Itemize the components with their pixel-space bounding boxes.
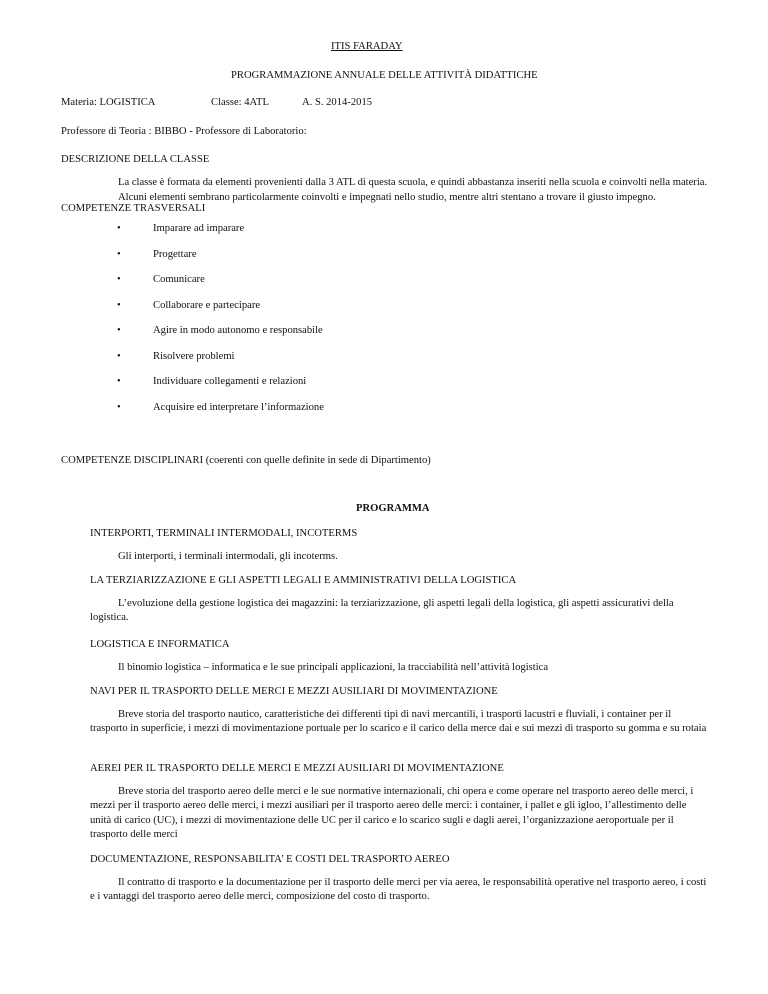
list-item-label: Risolvere problemi [153,350,235,362]
section-title: LOGISTICA E INFORMATICA [90,639,230,650]
bullet-icon: • [117,248,121,260]
list-item [117,324,324,350]
descrizione-text: La classe è formata da elementi provenienti dalla 3 ATL di questa scuola, e quindi abbastanza inseriti nella scuola e coinvolti nella materia. Alcuni elementi sembrano particolarmente coinvolti e impegnati nello studio, mentre altri stentano a trovare il giusto impegno. [118,177,708,203]
list-item-label: Agire in modo autonomo e responsabile [153,325,323,336]
bullet-icon: • [117,223,121,234]
list-item [117,375,324,401]
programma-section [90,574,710,626]
list-item [117,273,324,299]
list-item-label: Individuare collegamenti e relazioni [153,376,307,387]
section-body: Breve storia del trasporto nautico, caratteristiche dei differenti tipi di navi mercantili, i trasporti lacustri e fluviali, i container per il trasporto in superficie, i mezzi di movimentazione portuale per lo scarico e il carico della merce dai e sui mezzi di trasporto su gomma e su rotaia [90,708,707,735]
list-item-label: Collaborare e partecipare [153,299,261,311]
section-body: Breve storia del trasporto aereo delle merci e le sue normative internazionali, chi opera e come operare nel trasporto aereo delle merci, i mezzi per il trasporto aereo delle merci, i mezzi ausiliari per il trasporto aereo delle merci: i container, i pallet e gli igloo, l’allestimento delle unità di carico (UC), i mezzi di movimentazione delle UC per il carico e lo scarico sugli e dagli aerei, l’organizzazione aeroportuale per il trasporto delle merci [90,785,694,841]
programma-section [90,853,710,905]
materia-label: Materia: LOGISTICA [61,97,156,108]
list-item [117,299,324,325]
bullet-icon: • [117,350,121,362]
programma-section [90,762,710,843]
list-item-label: Acquisire ed interpretare l’informazione [153,401,324,413]
bullet-icon: • [117,325,121,336]
bullet-icon: • [117,274,121,285]
section-body: Il binomio logistica – informatica e le sue principali applicazioni, la tracciabilità nell’attività logistica [118,661,549,673]
document-title: PROGRAMMAZIONE ANNUALE DELLE ATTIVITÀ DIDATTICHE [231,70,538,81]
programma-heading: PROGRAMMA [356,503,430,514]
programma-section [90,638,710,675]
competenze-trasversali-list [117,222,324,426]
programma-section [90,685,710,737]
list-item-label: Comunicare [153,274,205,285]
section-body: L’evoluzione della gestione logistica dei magazzini: la terziarizzazione, gli aspetti legali della logistica, gli aspetti assicurativi della logistica. [90,597,674,624]
list-item [117,222,324,248]
section-title: DOCUMENTAZIONE, RESPONSABILITA’ E COSTI DEL TRASPORTO AEREO [90,854,450,865]
bullet-icon: • [117,299,121,311]
list-item [117,401,324,427]
section-title: NAVI PER IL TRASPORTO DELLE MERCI E MEZZI AUSILIARI DI MOVIMENTAZIONE [90,686,498,697]
list-item [117,350,324,376]
anno-scolastico-label: A. S. 2014-2015 [302,97,373,108]
bullet-icon: • [117,376,121,387]
classe-label: Classe: 4ATL [211,97,269,108]
section-body: Gli interporti, i terminali intermodali, gli incoterms. [118,550,338,562]
professori-line: Professore di Teoria : BIBBO - Professore di Laboratorio: [61,126,307,137]
competenze-trasversali-heading: COMPETENZE TRASVERSALI [61,203,206,214]
list-item-label: Imparare ad imparare [153,223,245,234]
list-item-label: Progettare [153,248,197,260]
programma-section [90,527,710,564]
bullet-icon: • [117,401,121,413]
section-title: LA TERZIARIZZAZIONE E GLI ASPETTI LEGALI E AMMINISTRATIVI DELLA LOGISTICA [90,575,517,586]
school-name: ITIS FARADAY [331,41,403,52]
competenze-disciplinari-heading: COMPETENZE DISCIPLINARI (coerenti con quelle definite in sede di Dipartimento) [61,455,431,466]
list-item [117,248,324,274]
section-title: INTERPORTI, TERMINALI INTERMODALI, INCOTERMS [90,528,358,539]
section-body: Il contratto di trasporto e la documentazione per il trasporto delle merci per via aerea, le responsabilità operative nel trasporto aereo, i costi e i vantaggi del trasporto aereo delle merci, composizione del costo di trasporto. [90,876,707,903]
section-title: AEREI PER IL TRASPORTO DELLE MERCI E MEZZI AUSILIARI DI MOVIMENTAZIONE [90,763,504,774]
descrizione-heading: DESCRIZIONE DELLA CLASSE [61,154,210,165]
